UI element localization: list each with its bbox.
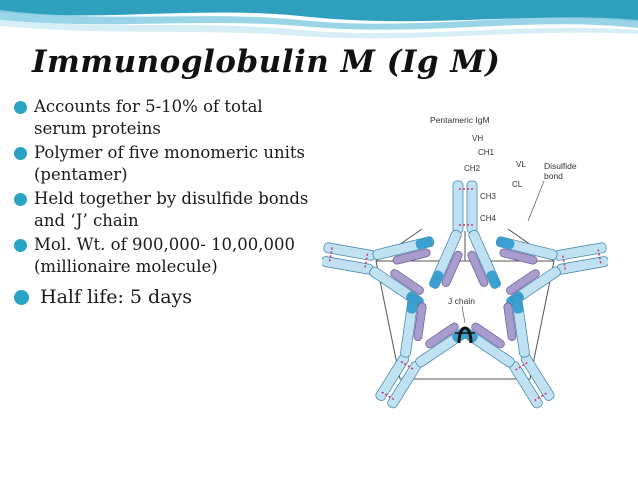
- label-vl: VL: [516, 160, 526, 169]
- bullet-disulfide: [14, 188, 314, 232]
- label-j-chain: J chain: [448, 296, 475, 306]
- igm-monomer-right: [490, 218, 608, 310]
- igm-pentamer-diagram: [322, 111, 608, 425]
- igm-monomer-bottom-left: [353, 288, 475, 422]
- bullet-dot-icon: [14, 290, 29, 305]
- label-vh: VH: [472, 134, 484, 143]
- header-wave-banner: [0, 0, 638, 50]
- bullet-pentamer: [14, 142, 314, 186]
- label-bond: bond: [544, 171, 563, 181]
- igm-monomer-left: [322, 218, 440, 310]
- label-ch1: CH1: [478, 148, 495, 157]
- bullet-dot-icon: [14, 239, 27, 252]
- igm-monomer-bottom-right: [455, 288, 577, 422]
- label-ch3: CH3: [480, 192, 497, 201]
- bullet-list: [14, 96, 314, 312]
- bullet-molecular-weight: [14, 234, 314, 278]
- bullet-text: Polymer of five monomeric units (pentamer): [34, 143, 305, 184]
- slide-title: Immunoglobulin M (Ig M): [32, 44, 501, 80]
- bullet-half-life: [14, 284, 314, 310]
- bullet-dot-icon: [14, 193, 27, 206]
- label-cl: CL: [512, 180, 523, 189]
- bullet-text: Mol. Wt. of 900,000- 10,00,000 (millionaire molecule): [34, 235, 295, 276]
- bullet-serum-proteins: [14, 96, 314, 140]
- label-pentameric-igm: Pentameric IgM: [430, 115, 490, 125]
- bullet-text: Accounts for 5-10% of total serum proteins: [34, 97, 263, 138]
- label-ch4: CH4: [480, 214, 497, 223]
- label-disulfide: Disulfide: [544, 161, 577, 171]
- label-ch2: CH2: [464, 164, 481, 173]
- bullet-dot-icon: [14, 147, 27, 160]
- bullet-text: Half life: 5 days: [40, 286, 193, 308]
- bullet-dot-icon: [14, 101, 27, 114]
- bullet-text: Held together by disulfide bonds and ‘J’ chain: [34, 189, 309, 230]
